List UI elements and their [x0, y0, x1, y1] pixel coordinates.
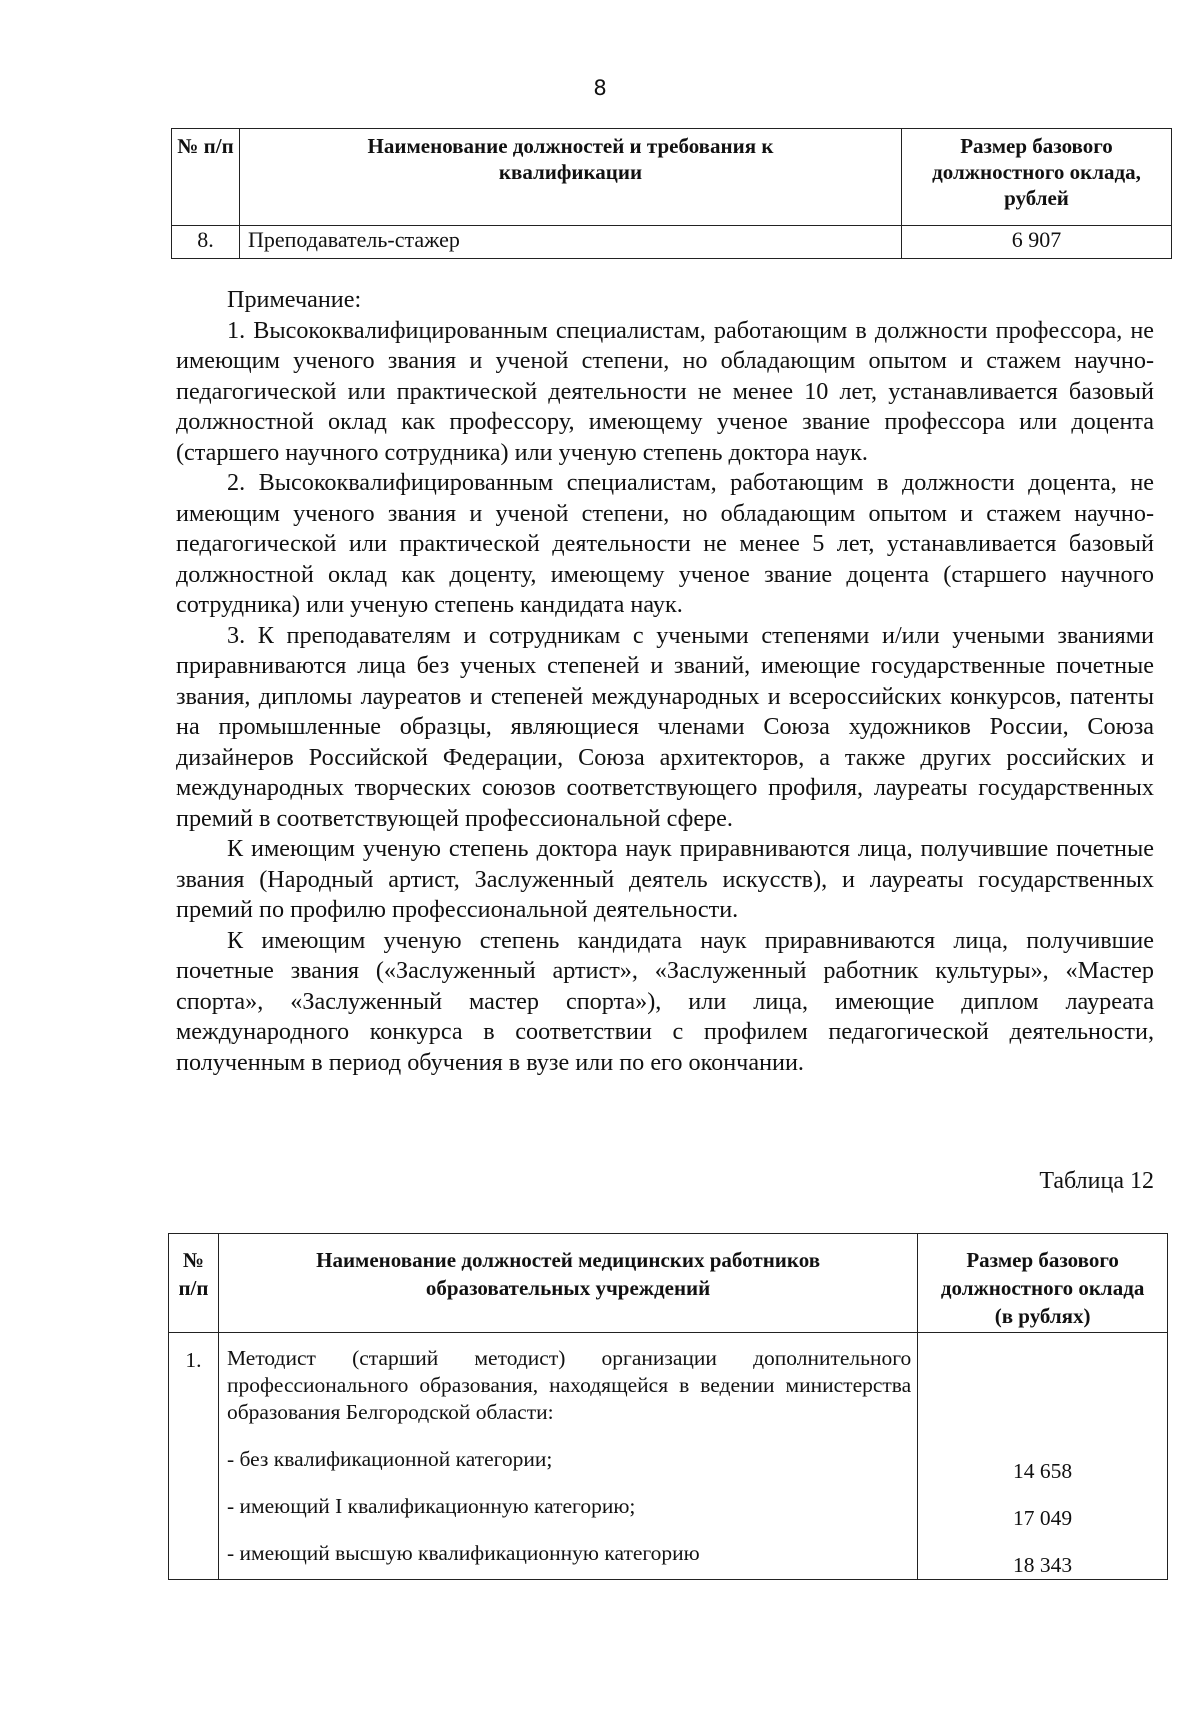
salary-table-12	[168, 1233, 1168, 1580]
salary-category-highest: 18 343	[1013, 1553, 1073, 1577]
salary-category-first: 17 049	[1013, 1506, 1073, 1530]
header-num: № п/п	[172, 129, 240, 226]
table-header-row	[172, 129, 1172, 226]
note-heading: Примечание:	[227, 286, 362, 313]
row-position: Преподаватель-стажер	[240, 226, 902, 259]
table-caption: Таблица 12	[1039, 1168, 1154, 1194]
table-row	[169, 1333, 1168, 1580]
row-salary: 6 907	[902, 226, 1172, 259]
row-num: 1.	[169, 1333, 219, 1580]
row-position	[218, 1333, 917, 1580]
note-paragraph-4: К имеющим ученую степень доктора наук приравниваются лица, получившие почетные звания (Народный артист, Заслуженный деятель искусств), и лауреаты государственных премий по профилю профессиональной деятельности.	[176, 835, 1154, 923]
note-paragraph-3: 3. К преподавателям и сотрудникам с учеными степенями и/или учеными званиями приравниваются лица без ученых степеней и званий, имеющие государственные почетные звания, дипломы лауреатов и степеней международных и всероссийских конкурсов, патенты на промышленные образцы, являющиеся членами Союза художников России, Союза дизайнеров Российской Федерации, Союза архитекторов, а также других российских и международных творческих союзов соответствующего профиля, лауреаты государственных премий в соответствующей профессиональной сфере.	[176, 621, 1154, 832]
row-salaries	[918, 1333, 1168, 1580]
header-num: № п/п	[169, 1234, 219, 1333]
note-section	[176, 285, 1154, 1078]
header-name: Наименование должностей медицинских работников образовательных учреждений	[218, 1234, 917, 1333]
category-first: - имеющий I квалификационную категорию;	[226, 1494, 636, 1518]
header-salary: Размер базового должностного оклада, рублей	[902, 129, 1172, 226]
category-highest: - имеющий высшую квалификационную категорию	[226, 1541, 700, 1565]
category-none: - без квалификационной категории;	[226, 1447, 553, 1471]
salary-category-none: 14 658	[1013, 1459, 1073, 1483]
salary-table-top	[171, 128, 1172, 259]
page-number: 8	[593, 76, 607, 100]
header-salary: Размер базового должностного оклада (в рублях)	[918, 1234, 1168, 1333]
table-row	[172, 226, 1172, 259]
note-paragraph-2: 2. Высококвалифицированным специалистам, работающим в должности доцента, не имеющим ученого звания и ученой степени, но обладающим опытом и стажем научно-педагогической или практической деятельности не менее 5 лет, устанавливается базовый должностной оклад как доценту, имеющему ученое звание доцента (старшего научного сотрудника) или ученую степень кандидата наук.	[176, 469, 1154, 618]
row-num: 8.	[172, 226, 240, 259]
note-paragraph-1: 1. Высококвалифицированным специалистам, работающим в должности профессора, не имеющим ученого звания и ученой степени, но обладающим опытом и стажем научно-педагогической или практической деятельности не менее 10 лет, устанавливается базовый должностной оклад как профессору, имеющему ученое звание профессора или доцента (старшего научного сотрудника) или ученую степень доктора наук.	[176, 316, 1154, 466]
position-intro: Методист (старший методист) организации дополнительного профессионального образования, находящейся в ведении министерства образования Белгородской области:	[226, 1346, 912, 1424]
note-paragraph-5: К имеющим ученую степень кандидата наук приравниваются лица, получившие почетные звания («Заслуженный артист», «Заслуженный работник культуры», «Мастер спорта», «Заслуженный мастер спорта»), или лица, имеющие диплом лауреата международного конкурса в соответствии с профилем педагогической деятельности, полученным в период обучения в вузе или по его окончании.	[176, 926, 1154, 1076]
table-header-row	[169, 1234, 1168, 1333]
header-name: Наименование должностей и требования к квалификации	[240, 129, 902, 226]
